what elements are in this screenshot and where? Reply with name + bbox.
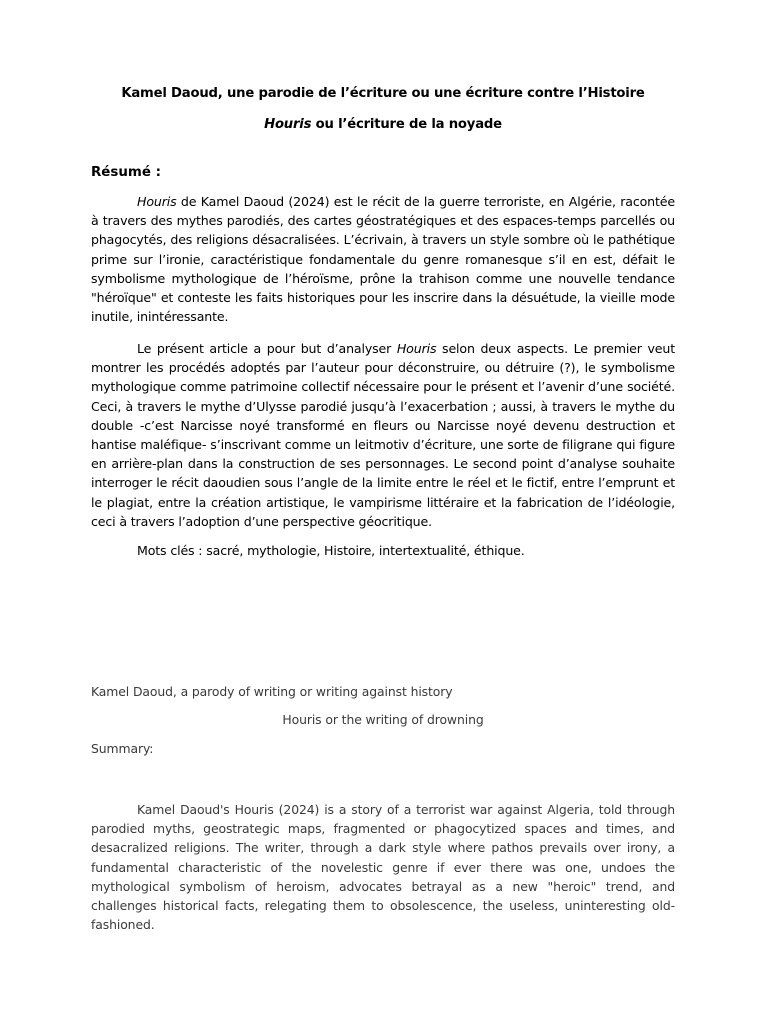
abstract-paragraph-1 [91,192,675,326]
summary-heading: Summary: [91,741,154,756]
summary-paragraph: Kamel Daoud's Houris (2024) is a story of a terrorist war against Algeria, told through parodied myths, geostrategic maps, fragmented or phagocytized spaces and times, and desacralized religions. The writer, through a dark style where pathos prevails over irony, a fundamental characteristic of the novelestic genre if ever there was one, undoes the mythological symbolism of heroism, advocates betrayal as a new "heroic" trend, and challenges historical facts, relegating them to obsolescence, the useless, uninteresting old-fashioned. [91,802,675,933]
p2-text-before: Le présent article a pour but d’analyser [137,341,397,356]
article-title-english: Kamel Daoud, a parody of writing or writing against history [91,684,453,699]
article-subtitle-french [91,117,675,132]
p2-text-after: selon deux aspects. Le premier veut montrer les procédés adoptés par l’auteur pour déconstruire, ou détruire (?), le symbolisme mythologique comme patrimoine collectif nécessaire pour le présent et l’avenir d’une société. Ceci, à travers le mythe d’Ulysse parodié jusqu’à l’exacerbation ; aussi, à travers le mythe du double -c’est Narcisse noyé transformé en fleurs ou Narcisse noyé devenu destruction et hantise maléfique- s’inscrivant comme un leitmotiv d’écriture, une sorte de filigrane qui figure en arrière-plan dans la construction de ses personnages. Le second point d’analyse souhaite interroger le récit daoudien sous l’angle de la limite entre le réel et le fictif, entre l’emprunt et le plagiat, entre la création artistique, le vampirisme littéraire et la fabrication de l’idéologie, ceci à travers l’adoption d’une perspective géocritique. [91,341,675,529]
article-title-french: Kamel Daoud, une parodie de l’écriture ou une écriture contre l’Histoire [121,86,645,101]
p1-book-title: Houris [137,194,177,209]
keywords: Mots clés : sacré, mythologie, Histoire, intertextualité, éthique. [137,543,525,558]
subtitle-book-title: Houris [264,117,312,132]
article-subtitle-english: Houris or the writing of drowning [282,712,484,727]
p1-text: de Kamel Daoud (2024) est le récit de la guerre terroriste, en Algérie, racontée à travers des mythes parodiés, des cartes géostratégiques et des espaces-temps parcellés ou phagocytés, des religions désacralisées. L’écrivain, à travers un style sombre où le pathétique prime sur l’ironie, caractéristique fondamentale du genre romanesque s’il en est, défait le symbolisme mythologique de l’héroïsme, prône la trahison comme une nouvelle tendance "héroïque" et conteste les faits historiques pour les inscrire dans la désuétude, la vieille mode inutile, inintéressante. [91,194,675,325]
abstract-paragraph-2 [91,339,675,531]
resume-heading: Résumé : [91,165,161,180]
subtitle-rest: ou l’écriture de la noyade [311,117,502,132]
p2-book-title: Houris [396,341,437,356]
